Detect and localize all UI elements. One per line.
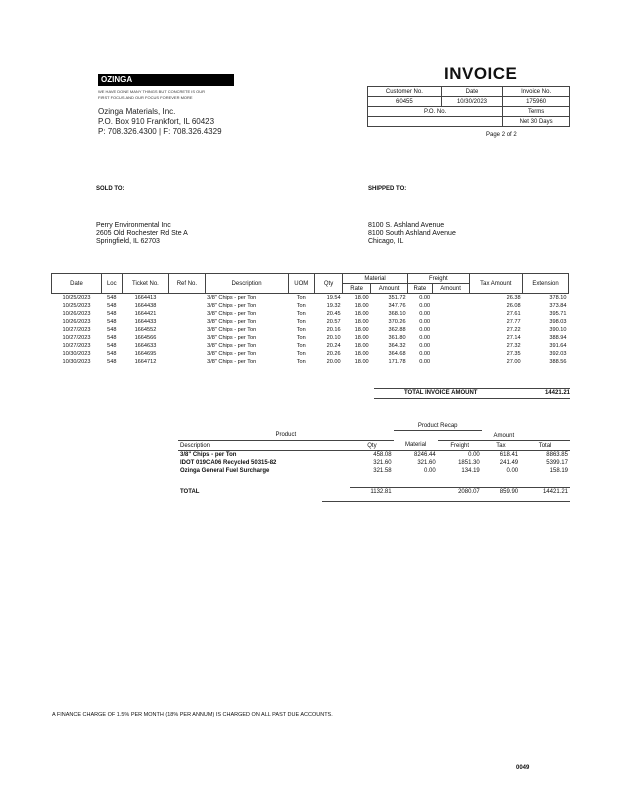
- line-item-ext: 388.56: [549, 359, 567, 365]
- line-item-ext: 392.03: [549, 351, 567, 357]
- line-item-ext: 395.71: [549, 311, 567, 317]
- recap-qty: 321.60: [373, 460, 392, 466]
- col-date: Date: [52, 274, 102, 294]
- recap-tax: 0.00: [506, 468, 519, 474]
- line-item-frate: 0.00: [419, 351, 431, 357]
- company-phone: P: 708.326.4300 | F: 708.326.4329: [98, 127, 222, 136]
- recap-col-material: Material: [394, 441, 438, 451]
- terms-label: Terms: [503, 107, 570, 117]
- sold-to-label: SOLD TO:: [96, 186, 125, 192]
- line-item-qty: 20.16: [326, 327, 341, 333]
- line-item-qty: 19.32: [326, 303, 341, 309]
- line-item-desc: 3/8" Chips - per Ton: [207, 335, 257, 341]
- line-item-desc: 3/8" Chips - per Ton: [207, 359, 257, 365]
- po-label: P.O. No.: [368, 107, 503, 117]
- terms-value: Net 30 Days: [503, 117, 570, 127]
- recap-total-total: 14421.21: [520, 488, 570, 497]
- recap-desc: 3/8" Chips - per Ton: [180, 452, 237, 458]
- recap-desc: IDOT 019CA06 Recycled 50315-82: [180, 460, 277, 466]
- line-item-tax: 27.35: [506, 351, 521, 357]
- line-item-tax: 26.38: [506, 295, 521, 301]
- recap-col-tax: Tax: [482, 441, 520, 451]
- recap-qty: 458.08: [373, 452, 392, 458]
- line-item-row: [52, 334, 569, 342]
- line-items-table: [51, 273, 569, 366]
- recap-total-qty: 1132.81: [350, 488, 393, 497]
- line-item-uom: Ton: [296, 327, 306, 333]
- line-item-tax: 27.22: [506, 327, 521, 333]
- recap-row: [178, 451, 570, 460]
- line-item-desc: 3/8" Chips - per Ton: [207, 319, 257, 325]
- recap-material: 8246.44: [413, 452, 436, 458]
- line-item-frate: 0.00: [419, 343, 431, 349]
- line-item-qty: 20.10: [326, 335, 341, 341]
- recap-header: Product Recap: [394, 421, 482, 431]
- line-item-rate: 18.00: [354, 303, 369, 309]
- line-item-amount: 370.26: [388, 319, 406, 325]
- line-item-date: 10/30/2023: [62, 351, 91, 357]
- recap-total: 158.19: [549, 468, 568, 474]
- line-item-uom: Ton: [296, 295, 306, 301]
- recap-total: 8863.85: [546, 452, 568, 458]
- line-item-uom: Ton: [296, 359, 306, 365]
- col-uom: UOM: [288, 274, 315, 294]
- invoice-info-box: [367, 86, 570, 127]
- po-number: [368, 117, 503, 127]
- sold-to-line-1: Perry Environmental Inc: [96, 222, 171, 229]
- line-item-frate: 0.00: [419, 303, 431, 309]
- line-item-loc: 548: [107, 319, 117, 325]
- line-item-date: 10/27/2023: [62, 343, 91, 349]
- line-item-amount: 171.78: [388, 359, 406, 365]
- recap-material: 0.00: [424, 468, 436, 474]
- page-indicator: [486, 132, 517, 138]
- col-tax: Tax Amount: [469, 274, 523, 294]
- line-item-date: 10/25/2023: [62, 295, 91, 301]
- col-qty: Qty: [315, 274, 343, 294]
- line-item-frate: 0.00: [419, 327, 431, 333]
- invoice-total-value: 14421.21: [544, 390, 570, 396]
- line-item-uom: Ton: [296, 303, 306, 309]
- line-item-qty: 20.24: [326, 343, 341, 349]
- line-item-desc: 3/8" Chips - per Ton: [207, 343, 257, 349]
- recap-freight: 134.19: [461, 468, 480, 474]
- line-item-ext: 373.84: [549, 303, 567, 309]
- line-item-rate: 18.00: [354, 319, 369, 325]
- line-item-tax: 27.77: [506, 319, 521, 325]
- page-number: 2 of 2: [501, 132, 517, 138]
- line-item-amount: 351.72: [388, 295, 406, 301]
- line-item-rate: 18.00: [354, 335, 369, 341]
- recap-col-total: Total: [520, 441, 570, 451]
- invoice-no: 175960: [503, 97, 570, 107]
- col-loc: Loc: [101, 274, 122, 294]
- recap-col-freight: Freight: [438, 441, 482, 451]
- col-extension: Extension: [523, 274, 569, 294]
- line-item-ticket: 1664633: [134, 343, 157, 349]
- line-item-tax: 27.61: [506, 311, 521, 317]
- recap-row: [178, 467, 570, 475]
- line-item-desc: 3/8" Chips - per Ton: [207, 351, 257, 357]
- finance-charge-notice: A FINANCE CHARGE OF 1.5% PER MONTH (18% PER ANNUM) IS CHARGED ON ALL PAST DUE ACCOUNTS.: [52, 712, 333, 718]
- line-item-amount: 361.80: [388, 335, 406, 341]
- sold-to-line-2: 2605 Old Rochester Rd Ste A: [96, 230, 188, 237]
- recap-total-freight: 2080.07: [438, 488, 482, 497]
- line-item-row: [52, 350, 569, 358]
- line-item-amount: 347.76: [388, 303, 406, 309]
- line-item-amount: 368.10: [388, 311, 406, 317]
- line-item-loc: 548: [107, 335, 117, 341]
- recap-qty: 321.58: [373, 468, 392, 474]
- line-item-uom: Ton: [296, 351, 306, 357]
- line-item-date: 10/27/2023: [62, 335, 91, 341]
- line-item-date: 10/26/2023: [62, 319, 91, 325]
- footer-code: 0049: [516, 765, 530, 771]
- line-item-qty: 19.54: [326, 295, 341, 301]
- sold-to-line-3: Springfield, IL 62703: [96, 238, 160, 245]
- product-recap-table: [178, 421, 570, 496]
- page-label: Page: [486, 132, 501, 138]
- line-item-rate: 18.00: [354, 343, 369, 349]
- line-item-row: [52, 326, 569, 334]
- line-item-row: [52, 302, 569, 310]
- col-freight: Freight: [408, 274, 469, 284]
- invoice-no-label: Invoice No.: [503, 87, 570, 97]
- line-item-ticket: 1664433: [134, 319, 157, 325]
- line-item-loc: 548: [107, 311, 117, 317]
- line-item-frate: 0.00: [419, 359, 431, 365]
- line-item-ticket: 1664552: [134, 327, 157, 333]
- line-item-loc: 548: [107, 359, 117, 365]
- line-item-row: [52, 310, 569, 318]
- line-item-row: [52, 318, 569, 326]
- company-logo: OZINGA: [98, 74, 234, 86]
- col-description: Description: [205, 274, 288, 294]
- recap-bottom-rule: [322, 501, 570, 502]
- line-item-uom: Ton: [296, 319, 306, 325]
- line-item-ext: 378.10: [549, 295, 567, 301]
- col-freight-amount: Amount: [432, 284, 469, 294]
- line-item-uom: Ton: [296, 343, 306, 349]
- shipped-to-line-2: 8100 South Ashland Avenue: [368, 230, 456, 237]
- line-item-ticket: 1664695: [134, 351, 157, 357]
- line-item-desc: 3/8" Chips - per Ton: [207, 303, 257, 309]
- line-item-frate: 0.00: [419, 319, 431, 325]
- recap-total: 5399.17: [546, 460, 568, 466]
- line-item-ext: 391.64: [549, 343, 567, 349]
- recap-row: [178, 459, 570, 467]
- date-label: Date: [441, 87, 502, 97]
- line-item-desc: 3/8" Chips - per Ton: [207, 295, 257, 301]
- line-item-rate: 18.00: [354, 327, 369, 333]
- invoice-total-row: [374, 388, 570, 399]
- line-item-loc: 548: [107, 295, 117, 301]
- line-item-rate: 18.00: [354, 295, 369, 301]
- col-ref: Ref No.: [169, 274, 205, 294]
- line-item-loc: 548: [107, 351, 117, 357]
- customer-no: 60455: [368, 97, 442, 107]
- invoice-total-label: TOTAL INVOICE AMOUNT: [404, 390, 478, 396]
- col-freight-rate: Rate: [408, 284, 432, 294]
- recap-col-description: Description: [178, 441, 350, 451]
- line-item-qty: 20.26: [326, 351, 341, 357]
- line-item-row: [52, 294, 569, 303]
- line-item-ticket: 1664438: [134, 303, 157, 309]
- line-item-rate: 18.00: [354, 351, 369, 357]
- recap-total-tax: 859.90: [482, 488, 520, 497]
- line-item-ext: 390.10: [549, 327, 567, 333]
- recap-total-row: [178, 488, 570, 497]
- invoice-date: 10/30/2023: [441, 97, 502, 107]
- recap-product-header: Product: [178, 431, 394, 441]
- company-address: P.O. Box 910 Frankfort, IL 60423: [98, 117, 215, 126]
- line-item-row: [52, 358, 569, 366]
- recap-col-qty: Qty: [350, 441, 393, 451]
- line-item-frate: 0.00: [419, 311, 431, 317]
- line-item-loc: 548: [107, 303, 117, 309]
- line-item-tax: 27.00: [506, 359, 521, 365]
- line-item-date: 10/30/2023: [62, 359, 91, 365]
- line-item-loc: 548: [107, 343, 117, 349]
- line-item-ticket: 1664566: [134, 335, 157, 341]
- line-item-qty: 20.45: [326, 311, 341, 317]
- recap-tax: 241.49: [499, 460, 519, 466]
- col-material-rate: Rate: [343, 284, 371, 294]
- line-item-tax: 27.14: [506, 335, 521, 341]
- line-item-ext: 398.03: [549, 319, 567, 325]
- recap-total-label: TOTAL: [180, 488, 200, 495]
- line-item-ext: 388.94: [549, 335, 567, 341]
- line-item-ticket: 1664421: [134, 311, 157, 317]
- line-item-amount: 362.88: [388, 327, 406, 333]
- shipped-to-line-1: 8100 S. Ashland Avenue: [368, 222, 445, 229]
- line-item-date: 10/26/2023: [62, 311, 91, 317]
- recap-material: 321.60: [417, 460, 436, 466]
- recap-freight: 1851.30: [458, 460, 480, 466]
- recap-freight: 0.00: [468, 452, 480, 458]
- line-item-amount: 364.32: [388, 343, 406, 349]
- line-item-loc: 548: [107, 327, 117, 333]
- line-item-tax: 27.32: [506, 343, 521, 349]
- recap-tax: 618.41: [499, 452, 519, 458]
- company-tagline-1: WE HAVE DONE MANY THINGS BUT CONCRETE IS OUR: [98, 89, 206, 94]
- line-item-ticket: 1664712: [134, 359, 157, 365]
- col-material: Material: [343, 274, 408, 284]
- line-item-uom: Ton: [296, 311, 306, 317]
- shipped-to-label: SHIPPED TO:: [368, 186, 407, 192]
- invoice-title: INVOICE: [444, 64, 518, 83]
- line-item-frate: 0.00: [419, 295, 431, 301]
- line-item-date: 10/27/2023: [62, 327, 91, 333]
- line-item-qty: 20.00: [326, 359, 341, 365]
- col-material-amount: Amount: [371, 284, 408, 294]
- line-item-tax: 26.08: [506, 303, 521, 309]
- line-item-rate: 18.00: [354, 359, 369, 365]
- recap-desc: Ozinga General Fuel Surcharge: [180, 468, 270, 474]
- line-item-uom: Ton: [296, 335, 306, 341]
- line-item-ticket: 1664413: [134, 295, 157, 301]
- shipped-to-line-3: Chicago, IL: [368, 238, 404, 245]
- line-item-desc: 3/8" Chips - per Ton: [207, 311, 257, 317]
- company-tagline-2: FIRST FOCUS AND OUR FOCUS FOREVER MORE: [98, 95, 193, 100]
- recap-amount-header: Amount: [438, 431, 570, 441]
- col-ticket: Ticket No.: [122, 274, 168, 294]
- company-name: Ozinga Materials, Inc.: [98, 107, 176, 116]
- line-item-qty: 20.57: [326, 319, 341, 325]
- line-item-amount: 364.68: [388, 351, 406, 357]
- line-item-row: [52, 342, 569, 350]
- customer-no-label: Customer No.: [368, 87, 442, 97]
- line-item-frate: 0.00: [419, 335, 431, 341]
- line-item-desc: 3/8" Chips - per Ton: [207, 327, 257, 333]
- line-item-rate: 18.00: [354, 311, 369, 317]
- line-item-date: 10/25/2023: [62, 303, 91, 309]
